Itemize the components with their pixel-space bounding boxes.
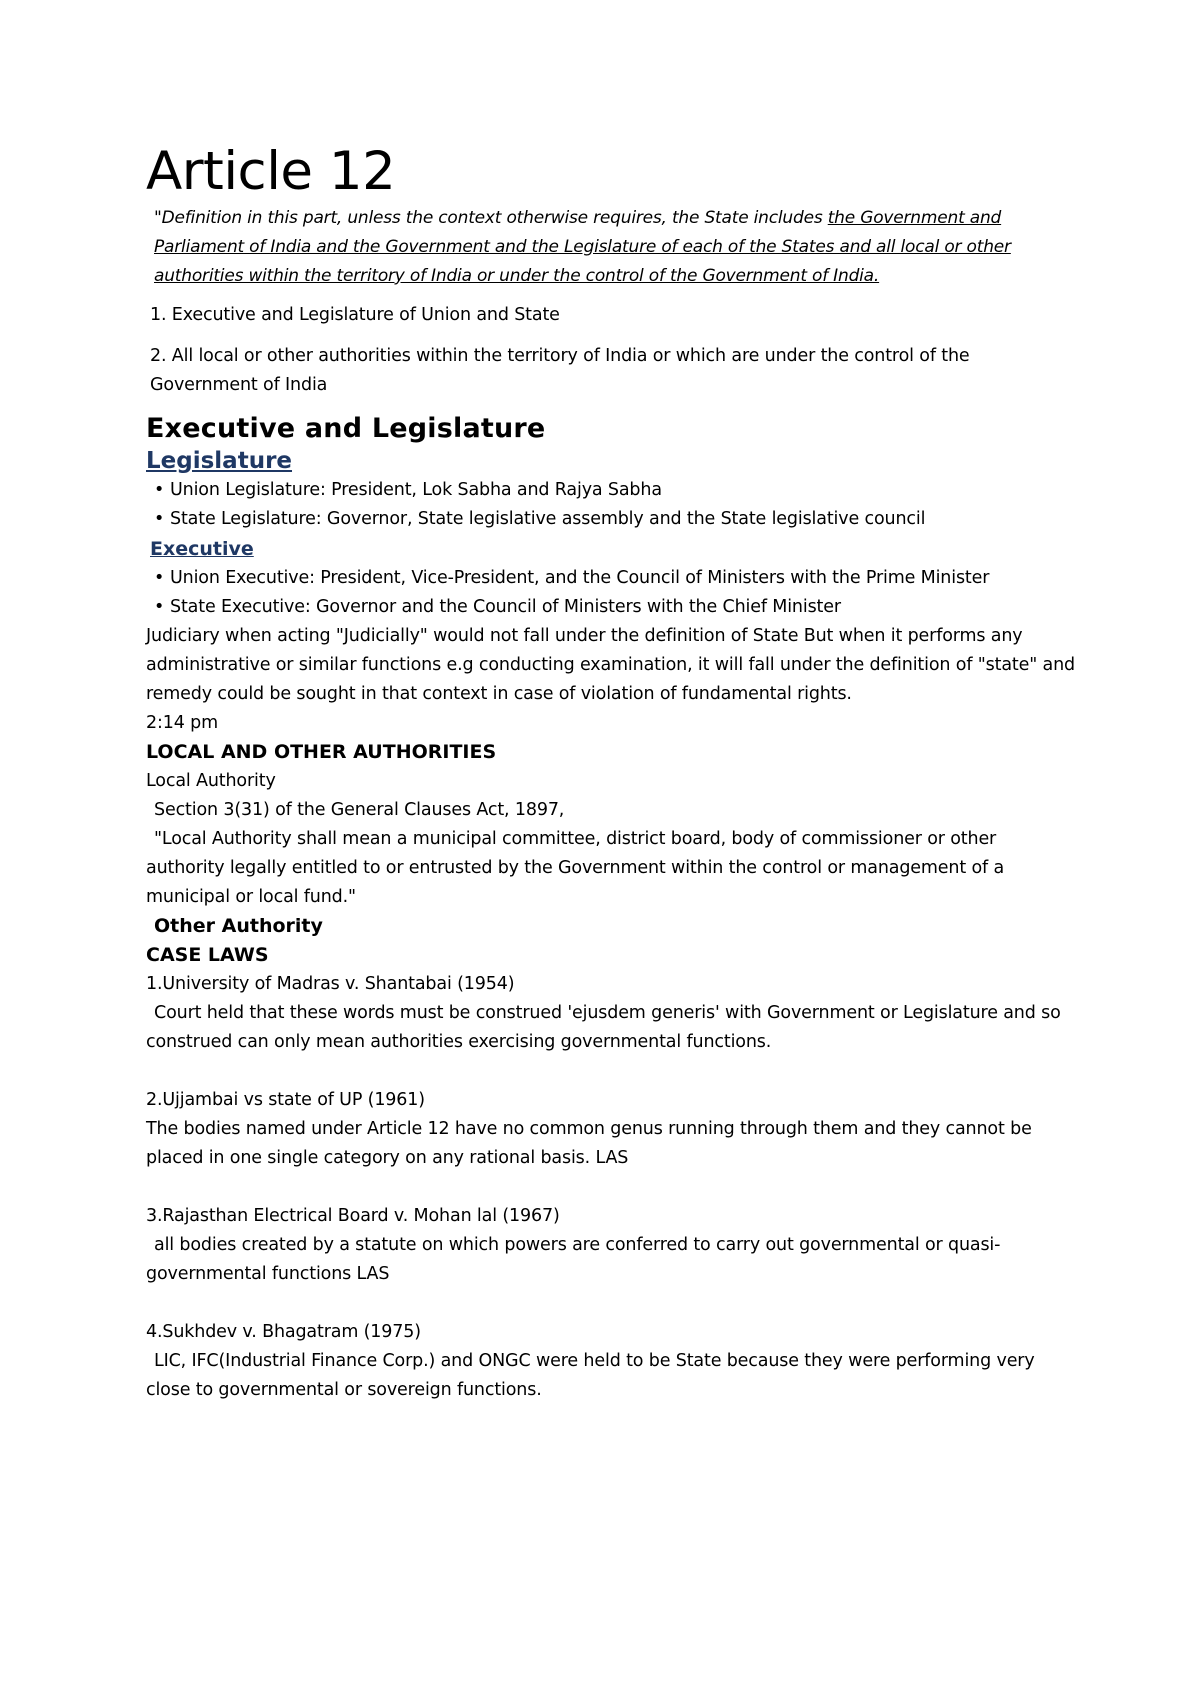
page-title: Article 12 (146, 141, 396, 202)
timestamp: 2:14 pm (146, 713, 218, 733)
list-item-1: 1. Executive and Legislature of Union and State (150, 305, 560, 325)
definition-plain: "Definition in this part, unless the context otherwise requires, the State includes (154, 208, 828, 228)
subheading-legislature: Legislature (146, 448, 293, 474)
local-authority-quote: "Local Authority shall mean a municipal committee, district board, body of commissioner or other authority legally entitled to or entrusted by the Government within the control or management of a municipal or local fund." (146, 829, 1005, 907)
case-title: 3.Rajasthan Electrical Board v. Mohan lal (1967) (146, 1206, 560, 1226)
judiciary-paragraph: Judiciary when acting "Judicially" would not fall under the definition of State But when it performs any administrative or similar functions e.g conducting examination, it will fall under the definition of "state" and remedy could be sought in that context in case of violation of fundamental rights. (146, 626, 1076, 704)
section-reference: Section 3(31) of the General Clauses Act, 1897, (154, 800, 565, 820)
subheading-executive: Executive (150, 538, 254, 560)
legislature-item: • Union Legislature: President, Lok Sabha and Rajya Sabha (146, 476, 1076, 505)
document-page (146, 140, 1076, 1405)
local-authority-label: Local Authority (146, 771, 276, 791)
case-text: Court held that these words must be construed 'ejusdem generis' with Government or Legislature and so construed can only mean authorities exercising governmental functions. (146, 1003, 1061, 1052)
case-laws-heading: CASE LAWS (146, 944, 269, 966)
case-title: 2.Ujjambai vs state of UP (1961) (146, 1090, 425, 1110)
case-text: The bodies named under Article 12 have no common genus running through them and they cannot be placed in one single category on any rational basis. LAS (146, 1119, 1032, 1168)
list-item-2: 2. All local or other authorities within the territory of India or which are under the control of the Government of India (150, 346, 970, 395)
case-text: all bodies created by a statute on which powers are conferred to carry out governmental or quasi-governmental functions LAS (146, 1235, 1001, 1284)
article-definition (146, 204, 1076, 291)
case-text: LIC, IFC(Industrial Finance Corp.) and ONGC were held to be State because they were performing very close to governmental or sovereign functions. (146, 1351, 1035, 1400)
section-heading-exec-leg: Executive and Legislature (146, 413, 546, 444)
executive-item: • Union Executive: President, Vice-President, and the Council of Ministers with the Prime Minister (146, 564, 1076, 593)
case-title: 4.Sukhdev v. Bhagatram (1975) (146, 1322, 421, 1342)
definition-underlined: the Government and Parliament of India and the Government and the Legislature of each of the States and all local or other authorities within the territory of India or under the control of the Government of India. (154, 208, 1011, 286)
case-title: 1.University of Madras v. Shantabai (1954) (146, 974, 515, 994)
legislature-item: • State Legislature: Governor, State legislative assembly and the State legislative council (146, 505, 1076, 534)
other-authority-label: Other Authority (154, 915, 323, 937)
executive-item: • State Executive: Governor and the Council of Ministers with the Chief Minister (146, 593, 1076, 622)
section-heading-local: LOCAL AND OTHER AUTHORITIES (146, 741, 497, 763)
